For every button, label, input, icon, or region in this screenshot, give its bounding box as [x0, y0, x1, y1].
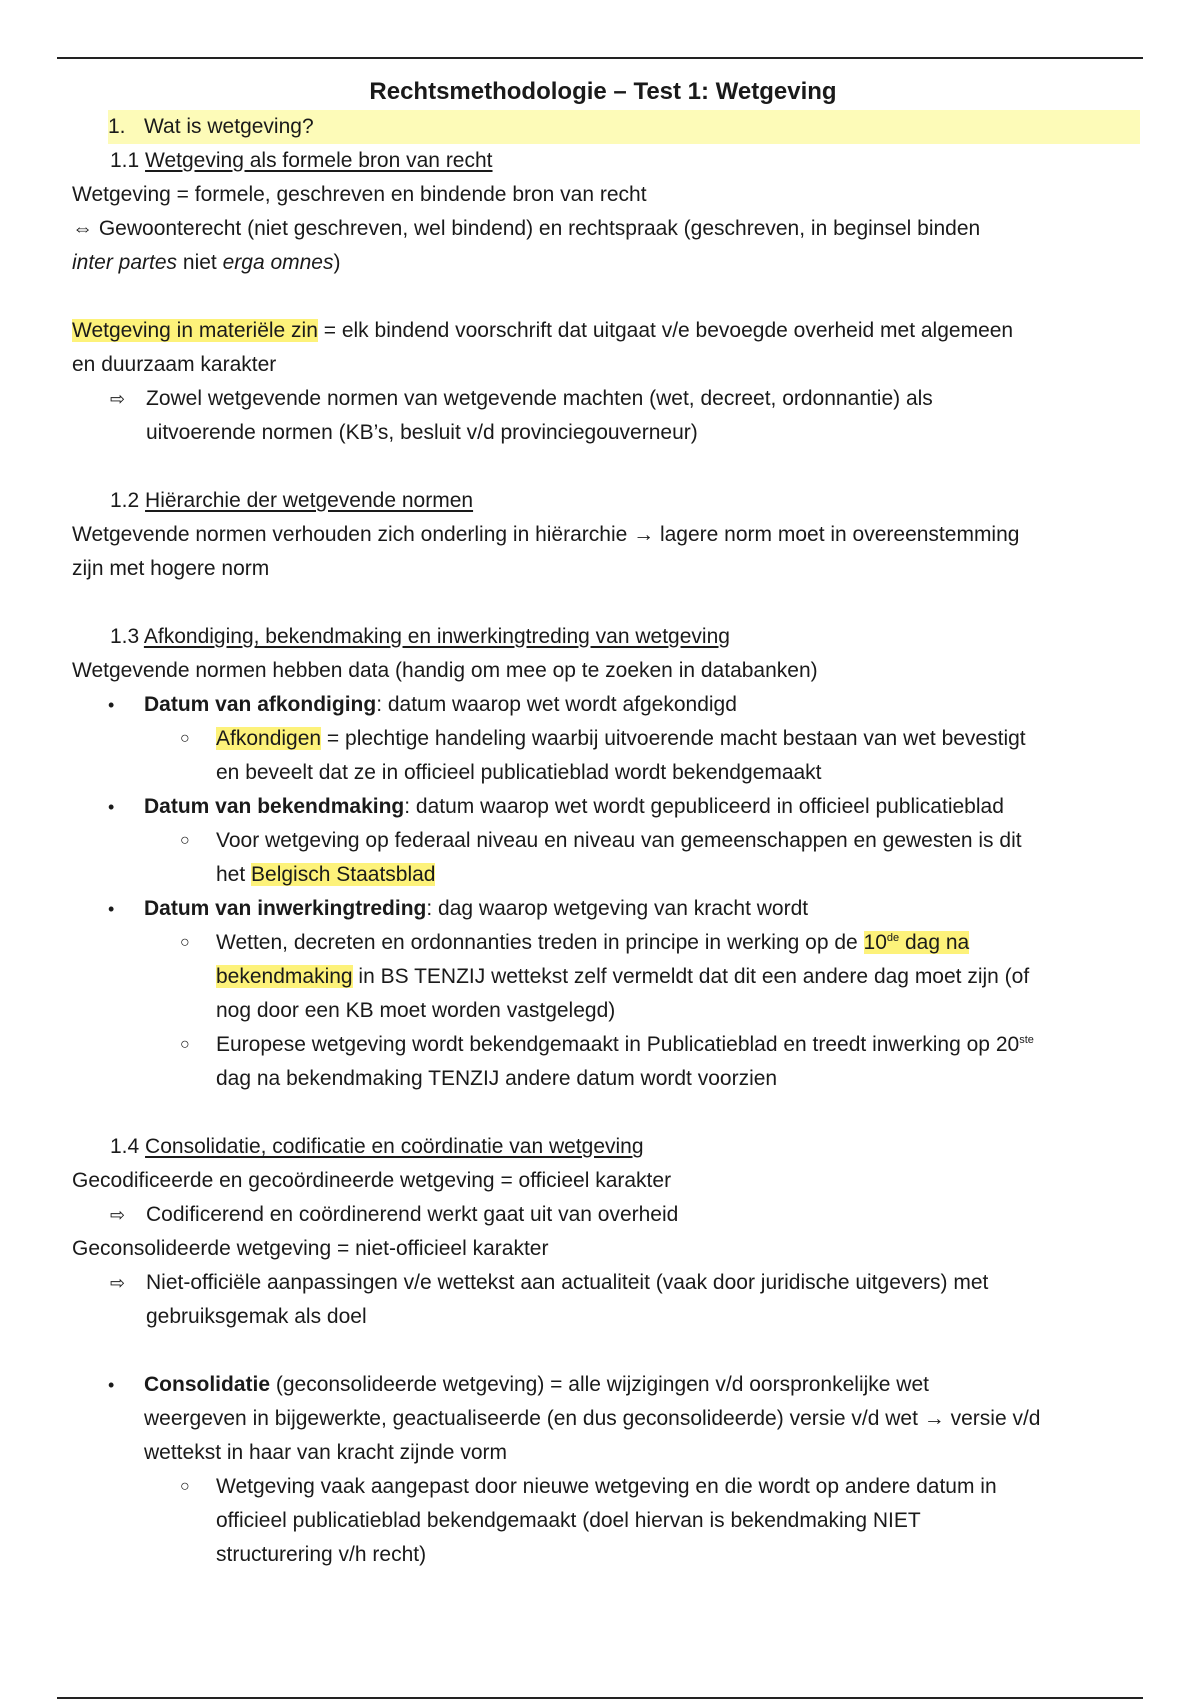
material-sense-line: Wetgeving in materiële zin = elk bindend voorschrift dat uitgaat v/e bevoegde overheid met algemeen [72, 319, 1014, 342]
list-item: • Consolidatie (geconsolideerde wetgeving) = alle wijzigingen v/d oorspronkelijke wet weergeven in bijgewerkte, geactualiseerde (en dus geconsolideerde) versie v/d wet → versie v/d wettekst in haar van kracht zijnde vorm [72, 1368, 1134, 1470]
highlight: 10de dag na [863, 931, 970, 954]
top-rule [57, 57, 1143, 59]
circle-bullet-icon: ○ [180, 832, 190, 849]
highlight: Wetgeving in materiële zin [72, 319, 318, 342]
arrow-right-icon: ⇨ [110, 1273, 126, 1293]
sub-list-item: ○ Voor wetgeving op federaal niveau en niveau van gemeenschappen en gewesten is dit het Belgisch Staatsblad [72, 824, 1134, 892]
material-sense-line-continued: en duurzaam karakter [72, 353, 277, 376]
highlight: Afkondigen [216, 727, 322, 750]
page-title: Rechtsmethodologie – Test 1: Wetgeving [369, 78, 837, 105]
list-item: • Datum van bekendmaking: datum waarop wet wordt gepubliceerd in officieel publicatieblad [72, 790, 1134, 824]
codified-text: Gecodificeerde en gecoördineerde wetgeving = officieel karakter [72, 1169, 672, 1192]
arrow-right-icon: ⇨ [110, 389, 126, 409]
bullet-icon: • [108, 1375, 115, 1395]
contrast-line: ⇔ Gewoonterecht (niet geschreven, wel bindend) en rechtspraak (geschreven, in beginsel binden [72, 217, 981, 240]
list-item: • Datum van inwerkingtreding: dag waarop wetgeving van kracht wordt [72, 892, 1134, 926]
sub-list-item: ○ Wetgeving vaak aangepast door nieuwe wetgeving en die wordt op andere datum in officieel publicatieblad bekendgemaakt (doel hiervan is bekendmaking NIET structurering v/h recht) [72, 1470, 1134, 1572]
circle-bullet-icon: ○ [180, 1036, 190, 1053]
arrow-note: ⇨ Codificerend en coördinerend werkt gaat uit van overheid [72, 1198, 1134, 1232]
section-1-2-heading: 1.2 Hiërarchie der wetgevende normen [110, 489, 474, 512]
bullet-icon: • [108, 899, 115, 919]
consolidated-text: Geconsolideerde wetgeving = niet-officieel karakter [72, 1237, 549, 1260]
section-1-4-heading: 1.4 Consolidatie, codificatie en coördinatie van wetgeving [110, 1135, 644, 1158]
section-1-heading: 1. Wat is wetgeving? [108, 110, 1140, 144]
hierarchy-text: Wetgevende normen verhouden zich onderling in hiërarchie → lagere norm moet in overeenstemming [72, 523, 1020, 546]
section-1-1-heading: 1.1 Wetgeving als formele bron van recht [110, 149, 493, 172]
sub-list-item: ○ Afkondigen = plechtige handeling waarbij uitvoerende macht bestaan van wet bevestigt en beveelt dat ze in officieel publicatieblad wordt bekendgemaakt [72, 722, 1134, 790]
sub-list-item: ○ Europese wetgeving wordt bekendgemaakt in Publicatieblad en treedt inwerking op 20ste dag na bekendmaking TENZIJ andere datum wordt voorzien [72, 1028, 1134, 1096]
dates-intro: Wetgevende normen hebben data (handig om mee op te zoeken in databanken) [72, 659, 818, 682]
section-1-3-heading: 1.3 Afkondiging, bekendmaking en inwerkingtreding van wetgeving [110, 625, 730, 648]
hierarchy-text-continued: zijn met hogere norm [72, 557, 270, 580]
sub-list-item: ○ Wetten, decreten en ordonnanties treden in principe in werking op de 10de dag na bekendmaking in BS TENZIJ wettekst zelf vermeldt dat dit een andere dag moet zijn (of nog door een KB moet worden vastgelegd) [72, 926, 1134, 1028]
definition-line: Wetgeving = formele, geschreven en bindende bron van recht [72, 183, 647, 206]
highlight: bekendmaking [216, 965, 353, 988]
bullet-icon: • [108, 695, 115, 715]
equivalence-icon: ⇔ [72, 217, 93, 240]
contrast-line-continued: inter partes niet erga omnes) [72, 251, 341, 274]
bullet-icon: • [108, 797, 115, 817]
arrow-right-icon: ⇨ [110, 1205, 126, 1225]
circle-bullet-icon: ○ [180, 1478, 190, 1495]
circle-bullet-icon: ○ [180, 934, 190, 951]
document-page [72, 76, 1134, 1572]
bottom-rule [57, 1697, 1143, 1699]
list-item: • Datum van afkondiging: datum waarop wet wordt afgekondigd [72, 688, 1134, 722]
highlight: Belgisch Staatsblad [251, 863, 436, 886]
circle-bullet-icon: ○ [180, 730, 190, 747]
arrow-note: ⇨ Niet-officiële aanpassingen v/e wettekst aan actualiteit (vaak door juridische uitgevers) met gebruiksgemak als doel [72, 1266, 1134, 1334]
arrow-note: ⇨ Zowel wetgevende normen van wetgevende machten (wet, decreet, ordonnantie) als uitvoerende normen (KB’s, besluit v/d provinciegouverneur) [72, 382, 1134, 450]
